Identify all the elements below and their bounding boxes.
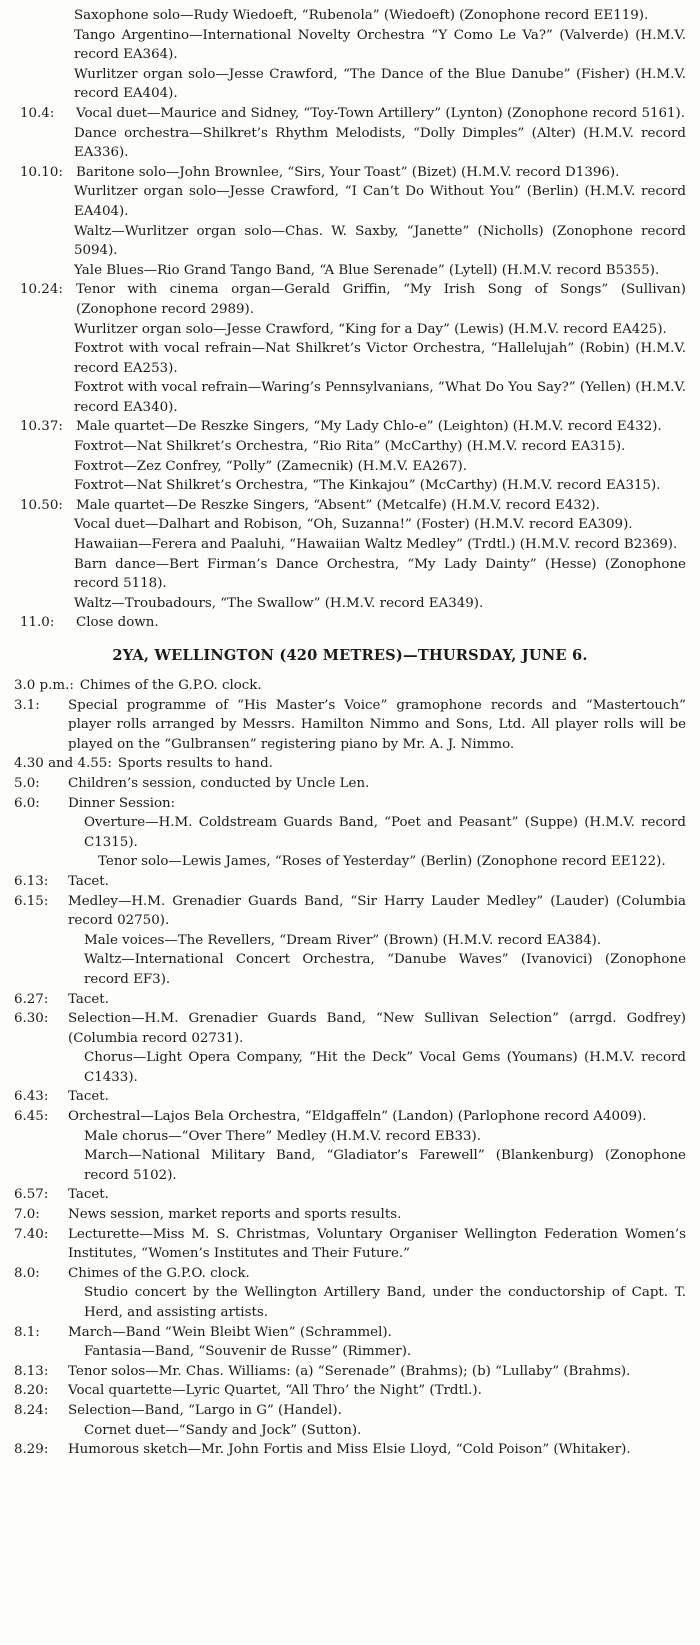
entry-text: Cornet duet—“Sandy and Jock” (Sutton). [84, 1422, 362, 1438]
entry-text: Special programme of “His Master’s Voice” gramophone records and “Mastertouch” player rolls arranged by Messrs. Hamilton Nimmo and Sons, Ltd. All player rolls will be played on the “Gulbransen” registering piano by Mr. A. J. Nimmo. [68, 697, 686, 752]
entry-text: Dinner Session: [68, 795, 176, 811]
programme-entry [14, 950, 686, 989]
entry-time: 8.20: [14, 1383, 49, 1399]
entry-text: Male quartet—De Reszke Singers, “My Lady Chlo-e” (Leighton) (H.M.V. record E432). [76, 419, 662, 435]
entry-time: 8.1: [14, 1324, 40, 1340]
programme-entry [14, 1107, 686, 1127]
entry-text: Chimes of the G.P.O. clock. [68, 1265, 250, 1281]
entry-text: Wurlitzer organ solo—Jesse Crawford, “King for a Day” (Lewis) (H.M.V. record EA425). [74, 321, 667, 337]
entry-text: Tacet. [68, 1089, 109, 1105]
entry-text: Vocal quartette—Lyric Quartet, “All Thro’ the Night” (Trdtl.). [68, 1383, 482, 1399]
programme-entry [14, 339, 686, 378]
programme-entry [14, 163, 686, 183]
programme-entry [14, 496, 686, 516]
programme-entry [14, 1362, 686, 1382]
programme-entry [14, 26, 686, 65]
entry-time: 7.40: [14, 1226, 49, 1242]
programme-entry [14, 222, 686, 261]
entry-text: Selection—H.M. Grenadier Guards Band, “New Sullivan Selection” (arrgd. Godfrey) (Columbia record 02731). [68, 1011, 686, 1046]
programme-entry [14, 320, 686, 340]
entry-time: 6.45: [14, 1109, 49, 1125]
entry-text: Children’s session, conducted by Uncle Len. [68, 775, 370, 791]
programme-entry [14, 1440, 686, 1460]
programme-entry [14, 378, 686, 417]
entry-text: Waltz—Wurlitzer organ solo—Chas. W. Saxby, “Janette” (Nicholls) (Zonophone record 5094). [74, 223, 686, 259]
entry-time: 10.10: [20, 164, 63, 180]
programme-entry [14, 1048, 686, 1087]
programme-entry [14, 65, 686, 104]
entry-text: Yale Blues—Rio Grand Tango Band, “A Blue Serenade” (Lytell) (H.M.V. record B5355). [74, 262, 660, 278]
entry-time: 11.0: [20, 615, 55, 631]
entry-time: 8.24: [14, 1402, 49, 1418]
entry-text: Sports results to hand. [117, 756, 273, 772]
programme-entry [14, 1087, 686, 1107]
programme-entry [14, 1225, 686, 1264]
entry-time: 7.0: [14, 1207, 40, 1223]
entry-text: Humorous sketch—Mr. John Fortis and Miss Elsie Lloyd, “Cold Poison” (Whitaker). [68, 1442, 631, 1458]
programme-entry [14, 280, 686, 319]
programme-entry [14, 1381, 686, 1401]
entry-text: Wurlitzer organ solo—Jesse Crawford, “The Dance of the Blue Danube” (Fisher) (H.M.V. record EA404). [74, 66, 686, 102]
programme-entry [14, 794, 686, 814]
programme-entry [14, 476, 686, 496]
entry-text: Foxtrot—Zez Confrey, “Polly” (Zamecnik) (H.M.V. EA267). [74, 458, 468, 474]
entry-text: Foxtrot—Nat Shilkret’s Orchestra, “Rio Rita” (McCarthy) (H.M.V. record EA315). [74, 439, 626, 455]
entry-text: Tenor solo—Lewis James, “Roses of Yesterday” (Berlin) (Zonophone record EE122). [98, 854, 666, 870]
entry-text: Male chorus—“Over There” Medley (H.M.V. record EB33). [84, 1128, 481, 1144]
entry-text: Tango Argentino—International Novelty Orchestra “Y Como Le Va?” (Valverde) (H.M.V. record EA364). [74, 27, 686, 63]
programme-entry [14, 774, 686, 794]
entry-text: Overture—H.M. Coldstream Guards Band, “Poet and Peasant” (Suppe) (H.M.V. record C1315). [84, 815, 686, 850]
entry-text: Foxtrot with vocal refrain—Waring’s Pennsylvanians, “What Do You Say?” (Yellen) (H.M.V. record EA340). [74, 380, 686, 415]
entry-text: Waltz—International Concert Orchestra, “Danube Waves” (Ivanovici) (Zonophone record EF3). [84, 952, 686, 987]
programme-entry [14, 813, 686, 852]
entry-text: Studio concert by the Wellington Artillery Band, under the conductorship of Capt. T. Herd, and assisting artists. [84, 1285, 686, 1320]
entry-text: Vocal duet—Maurice and Sidney, “Toy-Town Artillery” (Lynton) (Zonophone record 5161). [76, 105, 686, 121]
programme-entry [14, 1205, 686, 1225]
entry-time: 4.30 and 4.55: [14, 756, 112, 772]
entry-time: 10.50: [20, 497, 63, 513]
entry-time: 3.0 p.m.: [14, 678, 74, 693]
entry-text: Tacet. [68, 991, 109, 1007]
programme-entry [14, 124, 686, 163]
entry-text: Fantasia—Band, “Souvenir de Russe” (Rimmer). [84, 1344, 412, 1360]
entry-text: Vocal duet—Dalhart and Robison, “Oh, Suzanna!” (Foster) (H.M.V. record EA309). [74, 517, 633, 533]
entry-text: Medley—H.M. Grenadier Guards Band, “Sir Harry Lauder Medley” (Lauder) (Columbia record 02750). [68, 893, 686, 929]
programme-entry [14, 535, 686, 555]
entry-text: Saxophone solo—Rudy Wiedoeft, “Rubenola” (Wiedoeft) (Zonophone record EE119). [74, 8, 649, 23]
entry-text: March—Band “Wein Bleibt Wien” (Schrammel). [68, 1324, 392, 1340]
entry-text: Barn dance—Bert Firman’s Dance Orchestra, “My Lady Dainty” (Hesse) (Zonophone record 5118). [74, 556, 686, 592]
entry-text: March—National Military Band, “Gladiator’s Farewell” (Blankenburg) (Zonophone record 5102). [84, 1148, 686, 1183]
entry-text: Tenor with cinema organ—Gerald Griffin, “My Irish Song of Songs” (Sullivan) (Zonophone record 2989). [76, 282, 686, 317]
entry-time: 6.27: [14, 991, 49, 1007]
programme-section-continued [14, 6, 686, 633]
entry-text: Chorus—Light Opera Company, “Hit the Deck” Vocal Gems (Youmans) (H.M.V. record C1433). [84, 1050, 686, 1085]
entry-time: 10.24: [20, 282, 63, 298]
entry-time: 6.30: [14, 1011, 49, 1027]
programme-entry [14, 1401, 686, 1421]
programme-entry [14, 1127, 686, 1147]
programme-entry [14, 931, 686, 951]
programme-entry [14, 182, 686, 221]
entry-time: 6.43: [14, 1089, 49, 1105]
entry-text: Waltz—Troubadours, “The Swallow” (H.M.V. record EA349). [74, 595, 484, 611]
programme-entry [14, 1146, 686, 1185]
programme-entry [14, 437, 686, 457]
entry-text: Orchestral—Lajos Bela Orchestra, “Eldgaffeln” (Landon) (Parlophone record A4009). [68, 1109, 647, 1125]
entry-time: 6.0: [14, 795, 40, 811]
entry-text: News session, market reports and sports results. [68, 1207, 402, 1223]
programme-entry [14, 1283, 686, 1322]
programme-entry [14, 990, 686, 1010]
station-heading: 2YA, WELLINGTON (420 METRES)—THURSDAY, JUNE 6. [112, 647, 588, 664]
entry-time: 10.37: [20, 419, 63, 435]
programme-entry [14, 613, 686, 633]
programme-section-2ya [14, 676, 686, 1460]
programme-entry [14, 754, 686, 774]
programme-entry [14, 104, 686, 124]
programme-entry [14, 1421, 686, 1441]
entry-time: 5.0: [14, 775, 40, 791]
programme-entry [14, 417, 686, 437]
entry-time: 8.29: [14, 1442, 49, 1458]
entry-time: 8.13: [14, 1363, 49, 1379]
entry-time: 6.57: [14, 1187, 49, 1203]
programme-entry [14, 676, 686, 696]
programme-entry [14, 892, 686, 931]
programme-entry [14, 1264, 686, 1284]
programme-entry [14, 696, 686, 755]
entry-time: 6.13: [14, 873, 49, 889]
programme-entry [14, 457, 686, 477]
programme-entry [14, 261, 686, 281]
programme-entry [14, 1009, 686, 1048]
entry-text: Male voices—The Revellers, “Dream River” (Brown) (H.M.V. record EA384). [84, 932, 602, 948]
entry-text: Foxtrot—Nat Shilkret’s Orchestra, “The Kinkajou” (McCarthy) (H.M.V. record EA315). [74, 478, 661, 494]
entry-text: Wurlitzer organ solo—Jesse Crawford, “I Can’t Do Without You” (Berlin) (H.M.V. record EA404). [74, 184, 686, 219]
programme-entry [14, 872, 686, 892]
entry-time: 6.15: [14, 893, 49, 909]
programme-entry [14, 6, 686, 26]
entry-text: Hawaiian—Ferera and Paaluhi, “Hawaiian Waltz Medley” (Trdtl.) (H.M.V. record B2369). [74, 537, 678, 553]
programme-entry [14, 852, 686, 872]
entry-text: Foxtrot with vocal refrain—Nat Shilkret’s Victor Orchestra, “Hallelujah” (Robin) (H.M.V. record EA253). [74, 341, 686, 376]
entry-text: Chimes of the G.P.O. clock. [79, 678, 262, 693]
entry-text: Tacet. [68, 1187, 109, 1203]
programme-entry [14, 1185, 686, 1205]
entry-text: Male quartet—De Reszke Singers, “Absent” (Metcalfe) (H.M.V. record E432). [76, 497, 600, 513]
entry-text: Tacet. [68, 873, 109, 889]
entry-text: Selection—Band, “Largo in G” (Handel). [68, 1402, 342, 1418]
programme-entry [14, 555, 686, 594]
entry-text: Lecturette—Miss M. S. Christmas, Voluntary Organiser Wellington Federation Women’s Institutes, “Women’s Institutes and Their Future.” [68, 1226, 686, 1262]
entry-text: Close down. [76, 615, 159, 631]
entry-time: 10.4: [20, 105, 55, 121]
programme-entry [14, 1342, 686, 1362]
programme-entry [14, 1323, 686, 1343]
entry-time: 8.0: [14, 1265, 40, 1281]
programme-entry [14, 515, 686, 535]
entry-text: Tenor solos—Mr. Chas. Williams: (a) “Serenade” (Brahms); (b) “Lullaby” (Brahms). [68, 1363, 631, 1379]
programme-entry [14, 594, 686, 614]
entry-time: 3.1: [14, 697, 40, 713]
entry-text: Dance orchestra—Shilkret’s Rhythm Melodists, “Dolly Dimples” (Alter) (H.M.V. record EA336). [74, 125, 686, 161]
entry-text: Baritone solo—John Brownlee, “Sirs, Your Toast” (Bizet) (H.M.V. record D1396). [76, 164, 620, 180]
